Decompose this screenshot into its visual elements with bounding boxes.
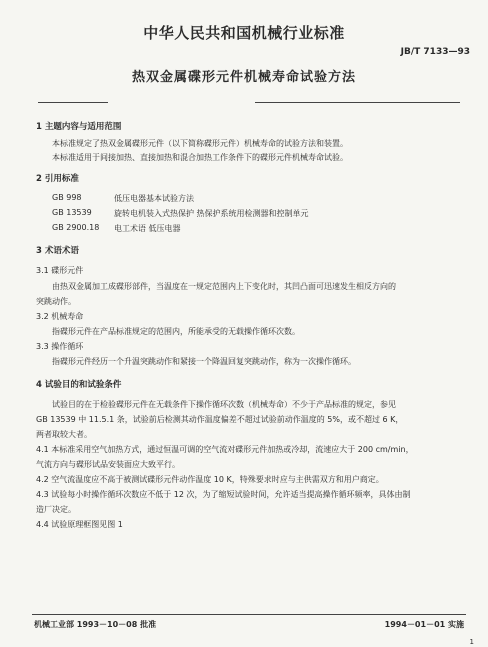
item-4-3-line-1: 4.3 试验每小时操作循环次数应不低于 12 次，为了缩短试验时间，允许适当提高操作循环频率，具体由制 [36, 490, 411, 499]
reference-title: 电工术语 低压电器 [114, 224, 181, 233]
section-4-heading: 4 试验目的和试验条件 [36, 380, 122, 390]
term-3-3-body: 指碟形元件经历一个升温突跳动作和紧接一个降温回复突跳动作，称为一次操作循环。 [52, 357, 356, 366]
standard-org-title: 中华人民共和国机械行业标准 [143, 24, 345, 42]
reference-title: 低压电器基本试验方法 [114, 194, 194, 203]
approval-date: 机械工业部 1993－10－08 批准 [34, 620, 157, 629]
reference-code: GB 13539 [52, 208, 92, 217]
standard-number: JB/T 7133—93 [400, 47, 470, 57]
section-4-para-line-2: GB 13539 中 11.5.1 条，试验前后检测其动作温度偏差不超过试验前动作温度的 5%，或不超过 6 K， [36, 415, 404, 424]
section-3-heading: 3 术语术语 [36, 246, 79, 256]
section-1-para-1: 本标准规定了热双金属碟形元件（以下简称碟形元件）机械寿命的试验方法和装置。 [52, 139, 348, 148]
term-3-1-body-line-1: 由热双金属加工成碟形部件，当温度在一规定范围内上下变化时，其凹凸面可迅速发生相反方向的 [52, 282, 396, 291]
term-3-1-heading: 3.1 碟形元件 [36, 266, 84, 275]
section-1-para-2: 本标准适用于间接加热、直接加热和混合加热工作条件下的碟形元件机械寿命试验。 [52, 153, 348, 162]
item-4-3-line-2: 造厂决定。 [36, 505, 76, 514]
section-2-heading: 2 引用标准 [36, 174, 79, 184]
section-4-para-line-1: 试验目的在于检验碟形元件在无载条件下操作循环次数（机械寿命）不少于产品标准的规定，参见 [52, 400, 396, 409]
item-4-2: 4.2 空气流温度应不高于被测试碟形元件动作温度 10 K，特殊要求时应与主供需双方和用户商定。 [36, 475, 384, 484]
term-3-3-heading: 3.3 操作循环 [36, 342, 84, 351]
section-1-heading: 1 主题内容与适用范围 [36, 122, 122, 132]
footer-rule [32, 614, 466, 615]
reference-code: GB 2900.18 [52, 223, 100, 232]
term-3-1-body-line-2: 突跳动作。 [36, 297, 76, 306]
item-4-1-line-1: 4.1 本标准采用空气加热方式，通过恒温可调的空气流对碟形元件加热或冷却，流速应大于 200 cm/min， [36, 445, 414, 454]
term-3-2-body: 指碟形元件在产品标准规定的范围内，所能承受的无载操作循环次数。 [52, 327, 300, 336]
reference-code: GB 998 [52, 193, 82, 202]
item-4-1-line-2: 气流方向与碟形试品安装面应大致平行。 [36, 460, 180, 469]
title-rule-right [255, 102, 460, 103]
page-number: 1 [469, 638, 474, 646]
item-4-4: 4.4 试验原理框图见图 1 [36, 520, 123, 529]
term-3-2-heading: 3.2 机械寿命 [36, 312, 84, 321]
reference-title: 旋转电机装入式热保护 热保护系统用检测器和控制单元 [114, 209, 309, 218]
implementation-date: 1994－01－01 实施 [384, 620, 464, 629]
section-4-para-line-3: 两者取较大者。 [36, 430, 92, 439]
title-rule-left [38, 102, 108, 103]
document-title: 热双金属碟形元件机械寿命试验方法 [131, 70, 356, 85]
